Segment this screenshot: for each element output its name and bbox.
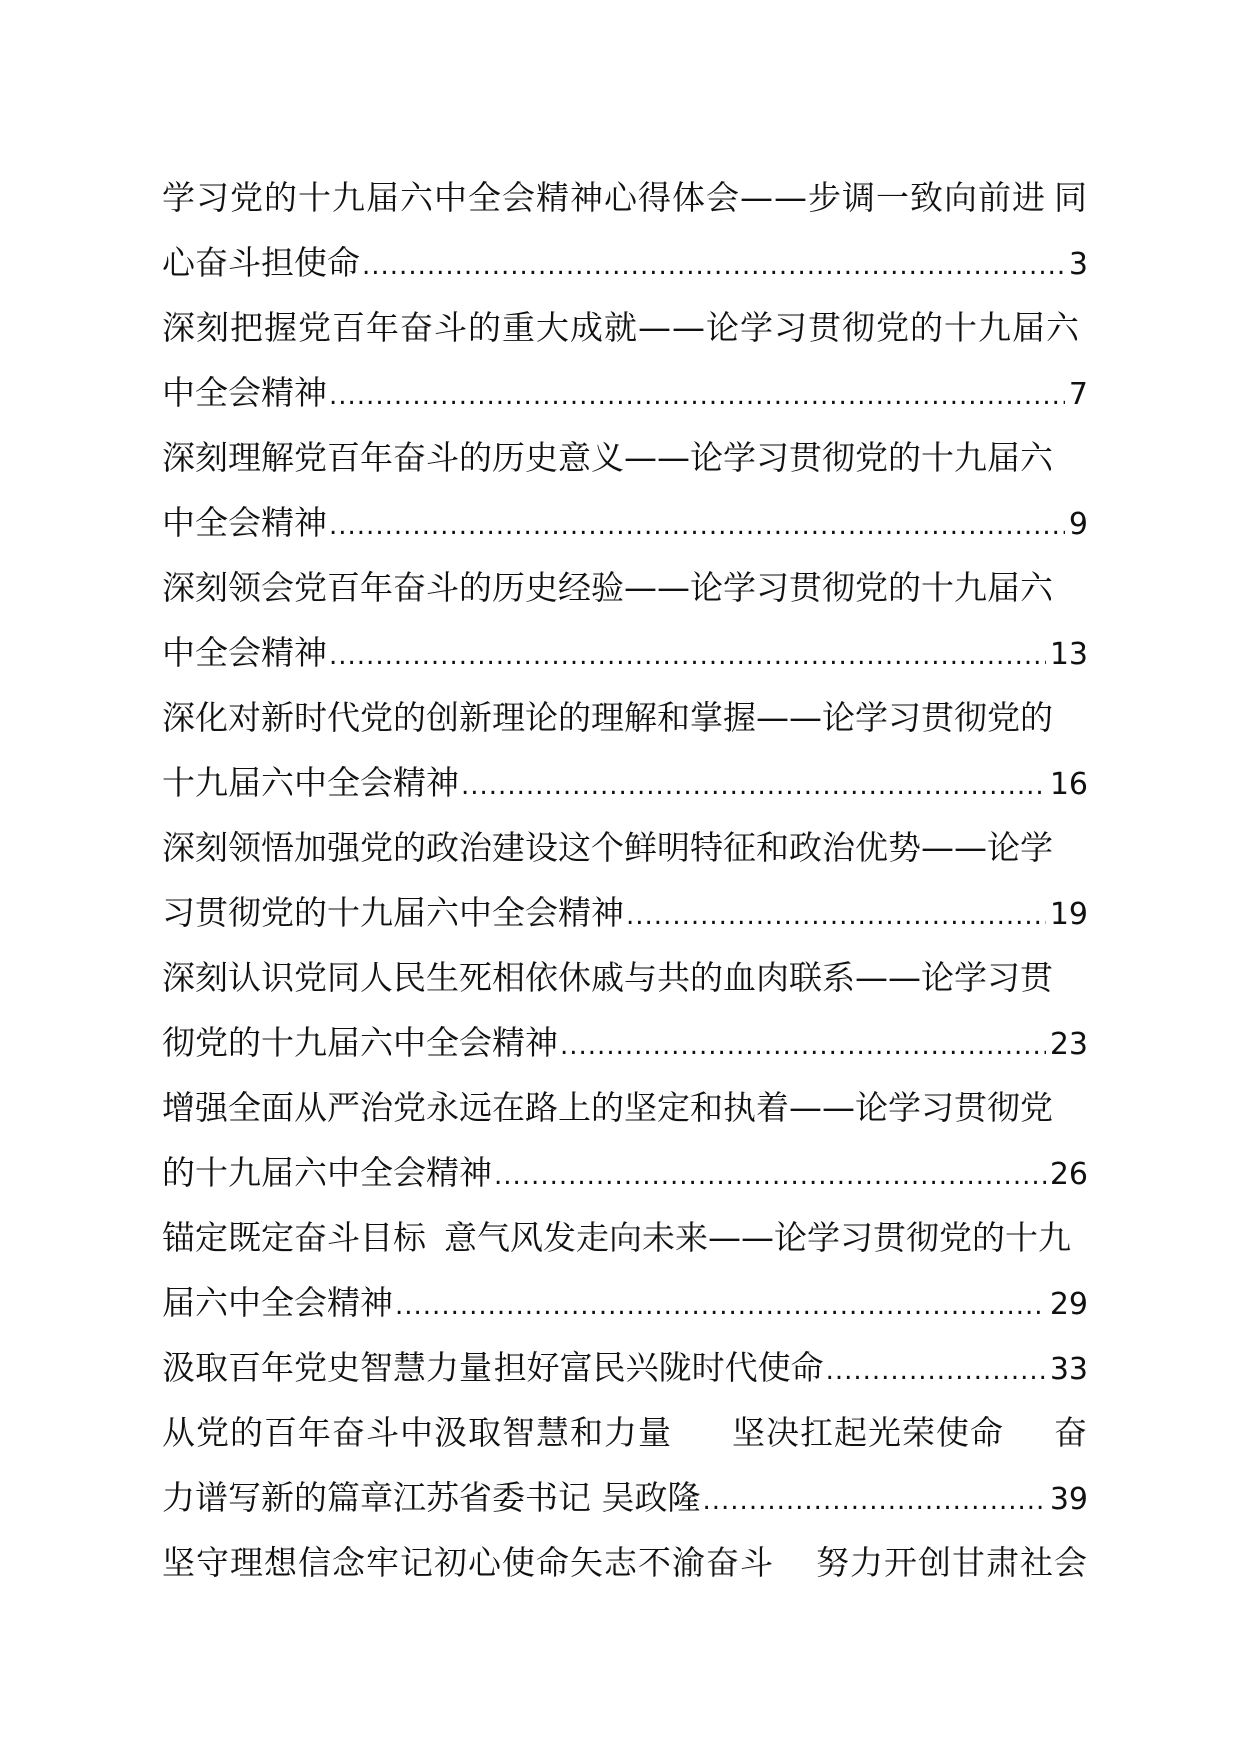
page-number: 19 [1049,897,1088,932]
toc-author: 江苏省委书记 吴政隆 [393,1478,701,1517]
toc-title-tail: 习贯彻党的十九届六中全会精神 [162,893,624,932]
toc-title: 坚守理想信念牢记初心使命矢志不渝奋斗 [162,1543,774,1582]
dot-leader [703,1469,1046,1530]
dot-leader [329,364,1065,425]
toc-entry-10[interactable] [162,1335,1088,1400]
toc-entry-4-line-2[interactable] [162,620,1088,685]
toc-entry-9-line-2[interactable] [162,1270,1088,1335]
toc-entry-5-line-2[interactable] [162,750,1088,815]
toc-subtitle: ——步调一致向前进 [740,178,1046,217]
dot-leader [494,1144,1046,1205]
toc-entry-3-line-1[interactable] [162,425,1088,490]
toc-title-part-2: 意气风发走向未来 [444,1218,708,1257]
page-number: 7 [1068,377,1088,412]
toc-entry-5-line-1[interactable] [162,685,1088,750]
toc-entry-4-line-1[interactable] [162,555,1088,620]
toc-title: 锚定既定奋斗目标 [162,1218,426,1257]
toc-entry-8-line-2[interactable] [162,1140,1088,1205]
toc-entry-12-line-1[interactable] [162,1530,1088,1595]
toc-title: 深刻把握党百年奋斗的重大成就——论学习贯彻党的十九届六 [162,308,1080,347]
toc-entry-11-line-2[interactable] [162,1465,1088,1530]
toc-title-continued: 同 [1054,178,1088,217]
toc-title-tail: 届六中全会精神 [162,1283,393,1322]
toc-entry-2-line-2[interactable] [162,360,1088,425]
toc-subtitle: ——论学习贯彻党的十九届六 [624,438,1053,477]
toc-subtitle: ——论学习贯彻党的十九届六 [624,568,1053,607]
toc-subtitle: ——论学 [921,828,1053,867]
toc-entry-6-line-1[interactable] [162,815,1088,880]
toc-title-part-2: 坚决扛起光荣使命 [732,1413,1004,1452]
dot-leader [826,1339,1046,1400]
toc-subtitle: ——论学习贯 [855,958,1053,997]
toc-title-tail: 心奋斗担使命 [162,243,360,282]
toc-entry-1-line-2[interactable] [162,230,1088,295]
toc-entry-8-line-1[interactable] [162,1075,1088,1140]
table-of-contents [162,165,1088,1595]
page-number: 16 [1049,767,1088,802]
dot-leader [329,624,1046,685]
toc-subtitle: ——论学习贯彻党的十九 [708,1218,1071,1257]
toc-entry-1-line-1[interactable] [162,165,1088,230]
toc-entry-6-line-2[interactable] [162,880,1088,945]
toc-entry-9-line-1[interactable] [162,1205,1088,1270]
dot-leader [362,234,1065,295]
toc-subtitle: ——论学习贯彻党 [789,1088,1053,1127]
toc-title: 深刻领会党百年奋斗的历史经验 [162,568,624,607]
toc-entry-11-line-1[interactable] [162,1400,1088,1465]
toc-entry-2-line-1[interactable] [162,295,1088,360]
toc-entry-3-line-2[interactable] [162,490,1088,555]
toc-title: 学习党的十九届六中全会精神心得体会 [162,178,740,217]
page-number: 26 [1049,1157,1088,1192]
toc-title-tail: 力谱写新的篇章 [162,1478,393,1517]
page-number: 3 [1068,247,1088,282]
toc-title: 的百年奋斗中汲取智慧和力量 [230,1413,672,1452]
page-number: 13 [1049,637,1088,672]
toc-title-part-2: 努力开创甘肃社会 [816,1543,1088,1582]
toc-title-tail: 十九届六中全会精神 [162,763,459,802]
dot-leader [461,754,1046,815]
toc-title-tail: 的十九届六中全会精神 [162,1153,492,1192]
toc-title: 深刻领悟加强党的政治建设这个鲜明特征和政治优势 [162,828,921,867]
toc-entry-7-line-2[interactable] [162,1010,1088,1075]
page-number: 23 [1049,1027,1088,1062]
page-number: 39 [1049,1482,1088,1517]
toc-entry-7-line-1[interactable] [162,945,1088,1010]
toc-subtitle: ——论学习贯彻党的 [756,698,1053,737]
toc-title-tail: 中全会精神 [162,373,327,412]
toc-title: 深刻理解党百年奋斗的历史意义 [162,438,624,477]
dot-leader [329,494,1065,555]
toc-title-tail: 彻党的十九届六中全会精神 [162,1023,558,1062]
dot-leader [626,884,1046,945]
toc-title-tail: 中全会精神 [162,503,327,542]
toc-title: 增强全面从严治党永远在路上的坚定和执着 [162,1088,789,1127]
toc-title-continued: 奋 [1054,1413,1088,1452]
dot-leader [395,1274,1046,1335]
toc-title-part-2: 担好富民兴陇时代使命 [493,1348,824,1387]
dot-leader [560,1014,1046,1075]
toc-title-prefix: 从党 [162,1413,230,1452]
toc-title: 深化对新时代党的创新理论的理解和掌握 [162,698,756,737]
page-number: 9 [1068,507,1088,542]
toc-title: 深刻认识党同人民生死相依休戚与共的血肉联系 [162,958,855,997]
page-number: 33 [1049,1352,1088,1387]
page-number: 29 [1049,1287,1088,1322]
toc-title-tail: 中全会精神 [162,633,327,672]
toc-title: 汲取百年党史智慧力量 [162,1348,492,1387]
